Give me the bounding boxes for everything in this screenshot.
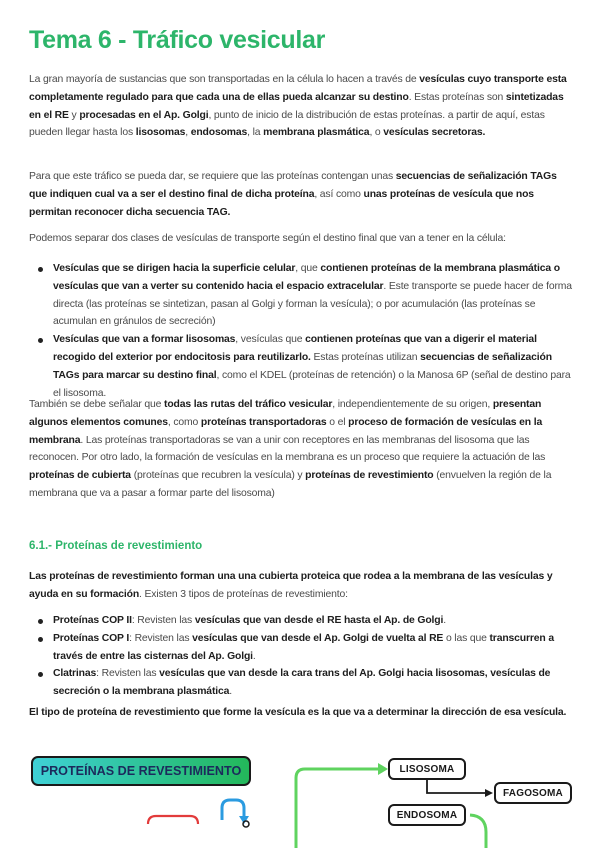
text: . xyxy=(443,615,446,626)
bold-text: contienen proteínas que van a digerir el material recogido del exterior por endocitosis para reutilizarlo. xyxy=(53,334,537,363)
coat-proteins-badge: PROTEÍNAS DE REVESTIMIENTO xyxy=(31,756,251,786)
bold-text: secuencias de señalización TAGs que indiquen cual va a ser el destino final de dicha proteína xyxy=(29,171,557,200)
text: , independientemente de su origen, xyxy=(332,399,493,410)
text: Estas proteínas utilizan xyxy=(310,351,421,363)
bold-text: endosomas xyxy=(190,127,248,139)
text: , punto de inicio de la distribución de estas proteínas. a partir de aquí, estas pueden llegar hasta los xyxy=(29,109,545,139)
list-item xyxy=(29,331,574,402)
text: , vesículas que xyxy=(235,334,306,346)
bold-text: secuencias de señalización TAGs para marcar su destino final xyxy=(53,351,552,381)
text: , como xyxy=(167,416,201,428)
text: o el xyxy=(326,416,349,428)
text: (envuelven la región de la membrana que va a pasar a formar parte del lisosoma) xyxy=(29,470,552,499)
connector-fagosoma xyxy=(427,780,486,793)
text: La gran mayoría de sustancias que son transportadas en la célula lo hacen a través de xyxy=(29,74,420,85)
text: , como el KDEL (proteínas de retención) o la Manosa 6P (señal de destino para el lisosoma. xyxy=(53,369,571,399)
text: : Revisten las xyxy=(96,668,160,680)
text: . Las proteínas transportadoras se van a unir con receptores en las membranas del lisosoma que las reconocen. Por otro lado, la formación de vesículas en la membrana es un proceso que requiere la actuación de las xyxy=(29,434,546,464)
text: , la xyxy=(247,127,264,139)
bold-text: Vesículas que se dirigen hacia la superficie celular xyxy=(53,263,296,274)
bold-text: lisosomas xyxy=(135,127,186,139)
text: . xyxy=(252,650,256,662)
text: : Revisten las xyxy=(129,632,193,644)
bold-text: transcurren a través de entre las cisternas del Ap. Golgi xyxy=(53,632,554,662)
text: , que xyxy=(295,263,321,274)
green-arrow-lisosoma xyxy=(296,769,380,848)
bold-text: procesadas en el Ap. Golgi xyxy=(79,109,209,121)
red-box-edge xyxy=(148,816,198,824)
text: y xyxy=(68,109,80,121)
vesicle-classes-list xyxy=(29,260,574,402)
list-item xyxy=(29,260,574,331)
arrowhead-icon xyxy=(485,789,493,797)
text: (proteínas que recubren la vesícula) y xyxy=(130,470,306,482)
bullet-icon xyxy=(38,338,43,343)
text: Para que este tráfico se pueda dar, se requiere que las proteínas contengan unas xyxy=(29,171,396,182)
bold-text: proceso de formación de vesículas en la membrana xyxy=(29,416,543,446)
bold-text: membrana plasmática xyxy=(263,127,370,139)
bold-text: todas las rutas del tráfico vesicular xyxy=(164,399,333,410)
green-arrow-endosoma xyxy=(470,815,486,848)
page-title: Tema 6 - Tráfico vesicular xyxy=(29,26,326,54)
text: . Este transporte se puede hacer de forma directa (las proteínas se sintetizan, pasan al Golgi y forman la vesícula); o por acumulación (las proteínas se acumulan en gránulos de secreción) xyxy=(53,280,572,328)
bold-text: vesículas que van desde la cara trans del Ap. Golgi hacia lisosomas, vesículas de secreción o la membrana plasmática xyxy=(53,668,551,698)
text: , así como xyxy=(314,188,364,200)
bold-text: unas proteínas de vesícula que nos permitan reconocer dicha secuencia TAG. xyxy=(29,188,534,218)
coat-proteins-list xyxy=(29,612,574,701)
bullet-icon xyxy=(38,267,43,272)
list-item xyxy=(29,630,574,666)
bold-text: sintetizadas en el RE xyxy=(29,91,564,121)
bold-text: Proteínas COP II xyxy=(53,615,132,626)
paragraph-signals xyxy=(29,168,574,221)
bold-text: vesículas que van desde el RE hasta el Ap. de Golgi xyxy=(194,615,444,626)
text: o las que xyxy=(443,632,490,644)
small-marker-icon xyxy=(243,821,249,827)
bold-text: contienen proteínas de la membrana plasmática o vesículas que van a verter su contenido hacia el espacio extracelular xyxy=(53,263,560,292)
fagosoma-node: FAGOSOMA xyxy=(494,782,572,804)
bold-text: proteínas de revestimiento xyxy=(305,470,434,482)
bold-text: Clatrinas xyxy=(53,668,97,680)
bullet-icon xyxy=(38,637,43,642)
list-item xyxy=(29,612,574,630)
text: , o xyxy=(369,127,384,139)
coat-proteins-diagram xyxy=(0,748,600,848)
paragraph-classes: Podemos separar dos clases de vesículas de transporte según el destino final que van a tener en la célula: xyxy=(29,233,506,244)
paragraph-coat-proteins xyxy=(29,568,574,604)
bullet-icon xyxy=(38,672,43,677)
bold-text: Vesículas que van a formar lisosomas xyxy=(53,334,236,346)
bullet-icon xyxy=(38,619,43,624)
bold-text: Las proteínas de revestimiento forman una una cubierta proteica que rodea a la membrana de las vesículas y ayuda en su formación xyxy=(29,571,553,600)
endosoma-node: ENDOSOMA xyxy=(388,804,466,826)
bold-text: presentan algunos elementos comunes xyxy=(29,399,542,428)
text: . Estas proteínas son xyxy=(408,91,506,103)
bold-text: vesículas que van desde el Ap. Golgi de vuelta al RE xyxy=(192,632,444,644)
section-title: 6.1.- Proteínas de revestimiento xyxy=(29,540,203,552)
bold-text: vesículas secretoras. xyxy=(383,127,486,139)
arrowhead-icon xyxy=(378,763,388,775)
text: . Existen 3 tipos de proteínas de revestimiento: xyxy=(139,588,348,600)
bold-text: proteínas transportadoras xyxy=(200,416,327,428)
bold-text: Proteínas COP I xyxy=(53,632,130,644)
text: : Revisten las xyxy=(131,615,195,626)
list-item xyxy=(29,665,574,701)
bold-text: vesículas cuyo transporte esta completamente regulado para que cada una de ellas pueda alcanzar su destino xyxy=(29,74,567,103)
paragraph-common-elements xyxy=(29,396,574,503)
lisosoma-node: LISOSOMA xyxy=(388,758,466,780)
bold-text: proteínas de cubierta xyxy=(29,470,131,482)
paragraph-closing: El tipo de proteína de revestimiento que forme la vesícula es la que va a determinar la dirección de esa vesícula. xyxy=(29,707,567,718)
text: . xyxy=(229,686,232,698)
text: También se debe señalar que xyxy=(29,399,165,410)
intro-paragraph xyxy=(29,71,574,142)
text: , xyxy=(185,127,191,139)
